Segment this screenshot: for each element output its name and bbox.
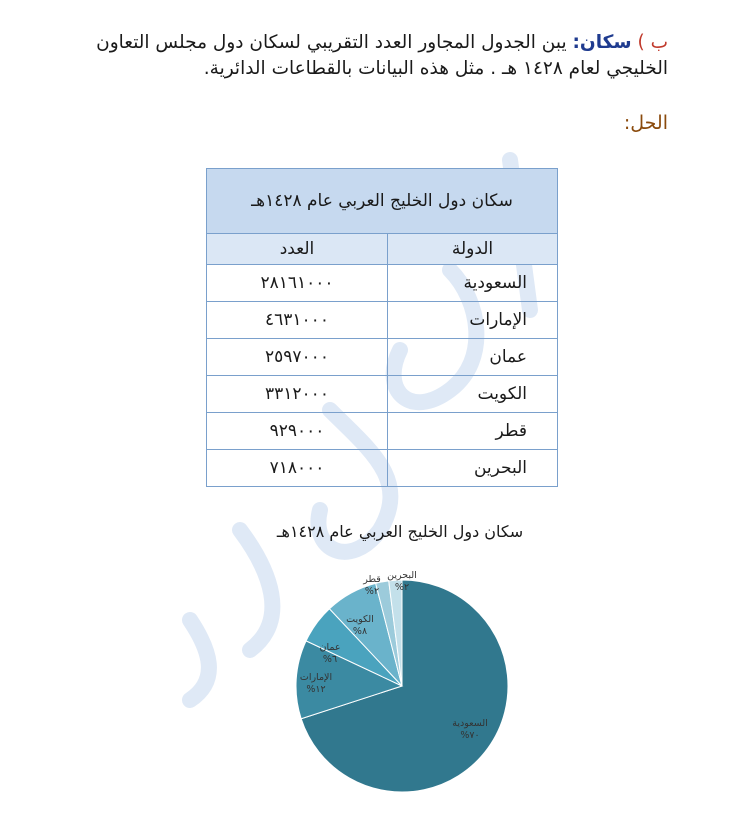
cell-country: الإمارات [388, 302, 558, 339]
problem-topic: سكان: [572, 32, 632, 53]
cell-count: ٢٥٩٧٠٠٠ [207, 339, 388, 376]
cell-count: ٩٢٩٠٠٠ [207, 413, 388, 450]
header-count: العدد [207, 234, 388, 265]
problem-text: يبن الجدول المجاور العدد التقريبي لسكان دول مجلس التعاون الخليجي لعام ١٤٢٨ هـ . مثل هذه البيانات بالقطاعات الدائرية. [96, 32, 668, 79]
cell-country: السعودية [388, 265, 558, 302]
header-country: الدولة [388, 234, 558, 265]
slice-percent: %٢ [364, 586, 380, 597]
pie-chart [230, 520, 570, 810]
cell-country: الكويت [388, 376, 558, 413]
slice-name: عمان [319, 642, 341, 653]
problem-letter: ب ) [637, 32, 668, 53]
cell-count: ٢٨١٦١٠٠٠ [207, 265, 388, 302]
slice-percent: %٧٠ [460, 730, 480, 741]
slice-percent: %٦ [322, 654, 338, 665]
table-row [207, 339, 558, 376]
cell-country: البحرين [388, 450, 558, 487]
slice-name: السعودية [452, 718, 488, 729]
cell-country: قطر [388, 413, 558, 450]
table-row [207, 265, 558, 302]
solution-label: الحل: [623, 112, 668, 134]
table-header-row [207, 234, 558, 265]
slice-name: البحرين [387, 570, 417, 581]
cell-count: ٣٣١٢٠٠٠ [207, 376, 388, 413]
slice-name: قطر [363, 574, 381, 585]
cell-count: ٧١٨٠٠٠ [207, 450, 388, 487]
population-table [206, 168, 558, 487]
table-row [207, 302, 558, 339]
slice-label [362, 574, 381, 597]
problem-statement [68, 30, 668, 82]
slice-name: الكويت [346, 614, 374, 625]
table-row [207, 450, 558, 487]
table-row [207, 376, 558, 413]
slice-name: الإمارات [299, 672, 333, 683]
slice-percent: %٨ [352, 626, 368, 637]
cell-country: عمان [388, 339, 558, 376]
chart-title: سكان دول الخليج العربي عام ١٤٢٨هـ [276, 522, 524, 541]
table-row [207, 413, 558, 450]
cell-count: ٤٦٣١٠٠٠ [207, 302, 388, 339]
table-title: سكان دول الخليج العربي عام ١٤٢٨هـ [207, 169, 558, 234]
slice-percent: %٢ [394, 582, 410, 593]
slice-percent: %١٢ [306, 684, 326, 695]
